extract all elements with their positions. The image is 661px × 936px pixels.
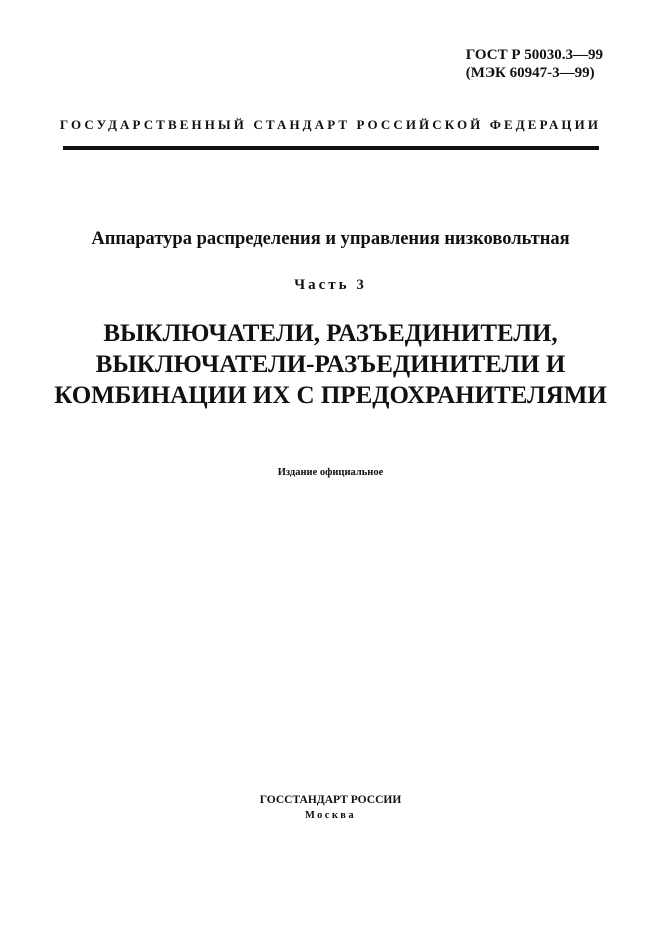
subtitle-line: ВЫКЛЮЧАТЕЛИ-РАЗЪЕДИНИТЕЛИ И xyxy=(95,351,566,378)
publication-city: Москва xyxy=(304,810,357,821)
publisher: ГОССТАНДАРТ РОССИИ xyxy=(259,794,402,806)
document-subtitle xyxy=(0,318,661,411)
subtitle-line: ВЫКЛЮЧАТЕЛИ, РАЗЪЕДИНИТЕЛИ, xyxy=(103,320,558,347)
document-title: Аппаратура распределения и управления низковольтная xyxy=(91,229,570,249)
iec-code: (МЭК 60947-3—99) xyxy=(465,65,595,81)
header-divider xyxy=(63,146,599,150)
standard-codes xyxy=(466,46,603,82)
state-standard-heading: ГОСУДАРСТВЕННЫЙ СТАНДАРТ РОССИЙСКОЙ ФЕДЕРАЦИИ xyxy=(59,117,602,132)
edition-note: Издание официальное xyxy=(277,467,384,478)
part-label: Часть 3 xyxy=(294,277,367,293)
subtitle-line: КОМБИНАЦИИ ИХ С ПРЕДОХРАНИТЕЛЯМИ xyxy=(54,382,607,409)
gost-code: ГОСТ Р 50030.3—99 xyxy=(465,47,603,63)
